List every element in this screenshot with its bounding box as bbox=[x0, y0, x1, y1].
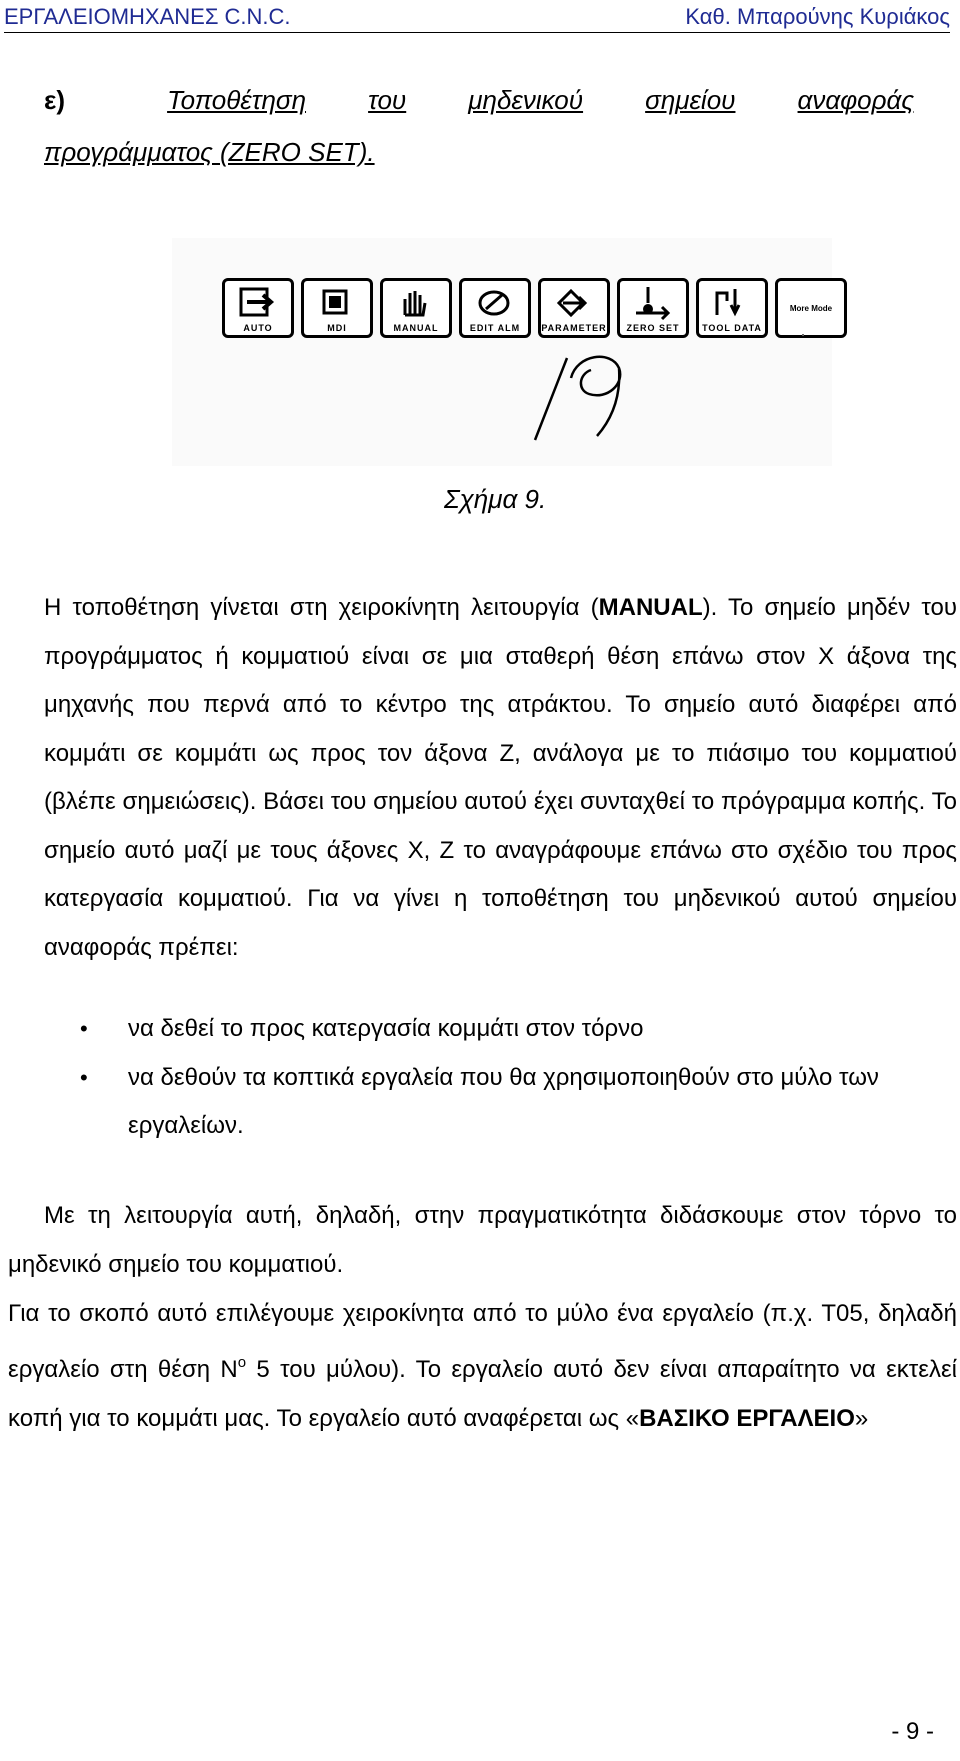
mdi-key bbox=[301, 278, 373, 338]
key-label: PARAMETER bbox=[541, 323, 607, 333]
heading-word: σημείου bbox=[645, 85, 736, 115]
text-run: » bbox=[854, 1405, 869, 1432]
heading-line-2: προγράμματος (ZERO SET). bbox=[44, 137, 375, 167]
bold-run: MANUAL bbox=[598, 594, 703, 621]
heading-word: μηδενικού bbox=[468, 85, 584, 115]
key-label: ZERO SET bbox=[626, 323, 680, 333]
list-item-text: να δεθεί το προς κατεργασία κομμάτι στον τόρνο bbox=[128, 1015, 644, 1042]
auto-arrow-icon bbox=[239, 285, 279, 321]
page-number: - 9 - bbox=[891, 1718, 934, 1745]
key-label: MDI bbox=[327, 323, 347, 333]
text-run: 5 του μύλου). Το εργαλείο αυτό δεν είναι απαραίτητο να εκτελεί κοπή για το κομμάτι μας. Το εργαλείο αυτό αναφέρεται ως « bbox=[8, 1356, 957, 1432]
manual-key bbox=[380, 278, 452, 338]
bold-run: ΒΑΣΙΚΟ ΕΡΓΑΛΕΙΟ bbox=[639, 1405, 855, 1432]
text-run: Για το σκοπό αυτό επιλέγουμε χειροκίνητα από το μύλο ένα εργαλείο (π.χ. Τ05, δηλαδή εργαλείο στη θέση Ν bbox=[8, 1300, 957, 1383]
paragraph-intro bbox=[44, 584, 957, 972]
mode-keys-row bbox=[222, 278, 847, 338]
key-label: MANUAL bbox=[393, 323, 439, 333]
heading-word: Τοποθέτηση bbox=[167, 85, 307, 115]
auto-key bbox=[222, 278, 294, 338]
heading-word: αναφοράς bbox=[797, 85, 914, 115]
bullet-icon bbox=[80, 1054, 128, 1151]
more-mode-key bbox=[775, 278, 847, 338]
bullet-icon bbox=[80, 1005, 128, 1054]
section-heading bbox=[44, 74, 914, 178]
handwritten-number bbox=[527, 348, 637, 448]
key-label: EDIT ALM bbox=[469, 323, 521, 333]
zero-set-key bbox=[617, 278, 689, 338]
list-item bbox=[80, 1005, 957, 1054]
key-label: TOOL DATA bbox=[702, 323, 762, 333]
figure-caption: Σχήμα 9. bbox=[444, 484, 547, 514]
edit-alm-key bbox=[459, 278, 531, 338]
zero-point-icon bbox=[634, 285, 674, 321]
key-label: More Mode bbox=[789, 304, 833, 313]
text-run: ). Το σημείο μηδέν του προγράμματος ή κομματιού είναι σε μια σταθερή θέση επάνω στον Χ άξονα της μηχανής που περνά από το κέντρο της ατράκτου. Το σημείο αυτό διαφέρει από κομμάτι σε κομμάτι ως προς τον άξονα Ζ, ανάλογα με το πιάσιμο του κομματιού (βλέπε σημειώσεις). Βάσει του σημείου αυτού έχει συνταχθεί το πρόγραμμα κοπής. Το σημείο αυτό μαζί με τους άξονες Χ, Ζ το αναγράφουμε επάνω στο σχέδιο του προς κατεργασία κομματιού. Για να γίνει η τοποθέτηση του μηδενικού αυτού σημείου αναφοράς πρέπει: bbox=[44, 594, 958, 961]
bullet-list bbox=[80, 1005, 957, 1151]
paragraph-tool bbox=[8, 1289, 957, 1443]
list-item-text: να δεθούν τα κοπτικά εργαλεία που θα χρησιμοποιηθούν στο μύλο των εργαλείων. bbox=[128, 1063, 879, 1139]
heading-word: του bbox=[368, 85, 407, 115]
superscript: ο bbox=[237, 1354, 247, 1371]
header-course-title: ΕΡΓΑΛΕΙΟΜΗΧΑΝΕΣ C.N.C. bbox=[4, 4, 291, 29]
figure-control-panel bbox=[172, 238, 832, 466]
parameter-icon bbox=[555, 285, 595, 321]
hand-icon bbox=[397, 285, 437, 321]
page-header bbox=[4, 0, 950, 33]
parameter-key bbox=[538, 278, 610, 338]
section-label: ε) bbox=[44, 85, 65, 115]
scan-dot bbox=[802, 334, 804, 336]
edit-pen-icon bbox=[476, 285, 516, 321]
key-label: AUTO bbox=[243, 323, 273, 333]
list-item bbox=[80, 1054, 957, 1151]
tool-data-key bbox=[696, 278, 768, 338]
tool-icon bbox=[713, 285, 753, 321]
header-author: Καθ. Μπαρούνης Κυριάκος bbox=[685, 4, 950, 29]
mdi-icon bbox=[318, 285, 358, 321]
text-run: Η τοποθέτηση γίνεται στη χειροκίνητη λειτουργία ( bbox=[44, 594, 599, 621]
paragraph-teaching: Με τη λειτουργία αυτή, δηλαδή, στην πραγματικότητα διδάσκουμε στον τόρνο το μηδενικό σημείο του κομματιού. bbox=[8, 1202, 957, 1278]
